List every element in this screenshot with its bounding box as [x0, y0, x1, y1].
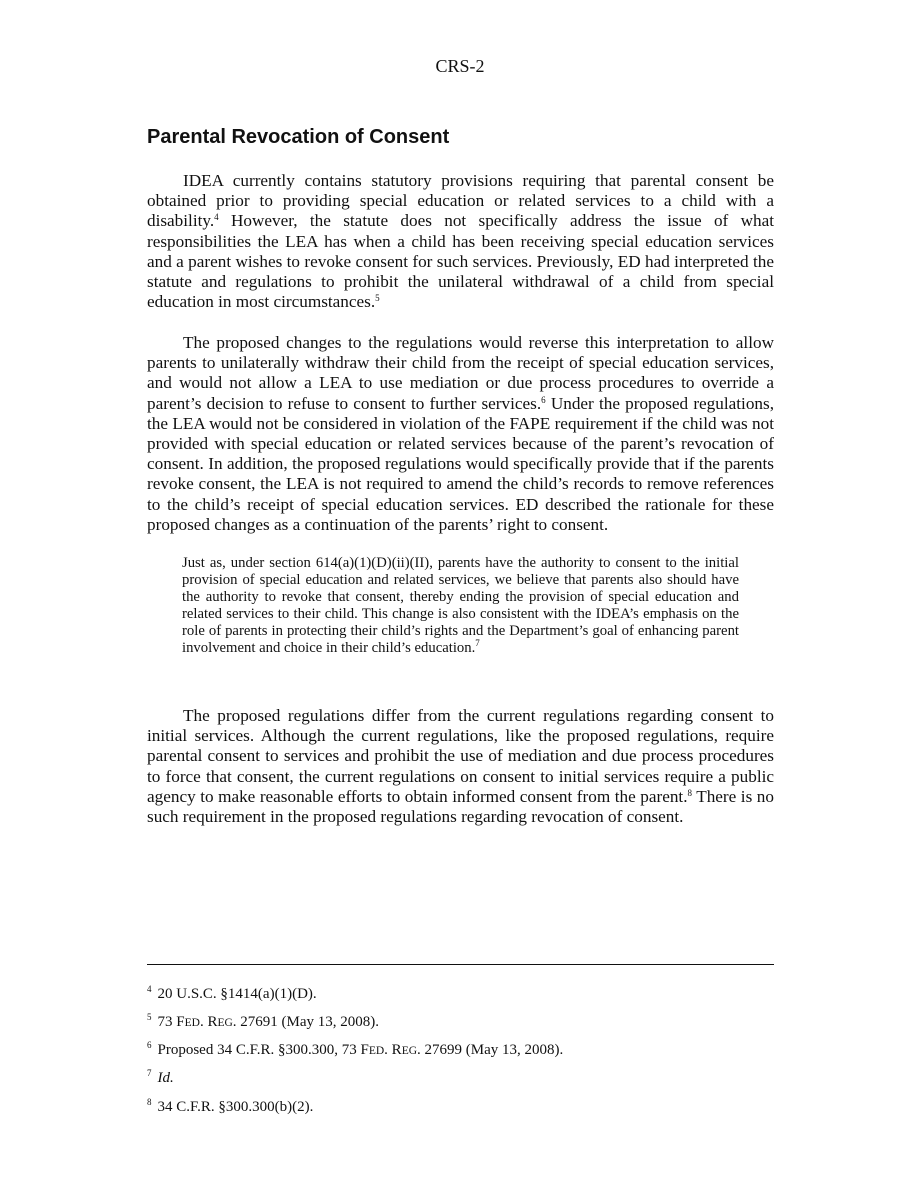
page-number-header: CRS-2: [435, 56, 485, 76]
section-heading: Parental Revocation of Consent: [147, 126, 450, 148]
paragraph-1-text-a: IDEA currently contains statutory provisions requiring that parental consent be obtained prior to providing special education or related services to a child with a disability.: [147, 171, 774, 231]
paragraph-3-text-b: There is no such requirement in the proposed regulations regarding revocation of consent.: [147, 786, 774, 827]
footnote-text: . R: [199, 1014, 218, 1030]
footnote-text: 34 C.F.R. §300.300(b)(2).: [157, 1099, 314, 1115]
footnote-smallcaps: ED: [368, 1045, 385, 1057]
footnote-text: . 27699 (May 13, 2008).: [417, 1042, 564, 1058]
footnote-7: [147, 1069, 174, 1087]
paragraph-3: [147, 706, 774, 827]
footnote-number: 8: [147, 1097, 152, 1107]
footnote-4: [147, 985, 317, 1003]
footnote-6: [147, 1041, 563, 1060]
paragraph-3-text-a: The proposed regulations differ from the current regulations regarding consent to initial services. Although the current regulations, like the proposed regulations, require parental consent to services and prohibit the use of mediation and due process procedures to force that consent, the current regulations on consent to initial services require a public agency to make reasonable efforts to obtain informed consent from the parent.: [147, 706, 774, 806]
footnote-text: Id.: [157, 1070, 174, 1086]
footnote-5: [147, 1013, 379, 1032]
footnote-ref-8[interactable]: 8: [687, 787, 692, 798]
footnote-text: Proposed 34 C.F.R. §300.300, 73 F: [157, 1042, 369, 1058]
block-quote-text: Just as, under section 614(a)(1)(D)(ii)(II), parents have the authority to consent to the initial provision of special education and related services, we believe that parents also should have the authority to revoke that consent, thereby ending the provision of special education and related services to their child. This change is also consistent with the IDEA’s emphasis on the role of parents in protecting their child’s rights and the Department’s goal of enhancing parent involvement and choice in their child’s education.: [182, 555, 739, 657]
paragraph-2-text-a: The proposed changes to the regulations would reverse this interpretation to allow parents to unilaterally withdraw their child from the receipt of special education services, and would not allow a LEA to use mediation or due process procedures to override a parent’s decision to refuse to consent to further services.: [147, 333, 774, 413]
footnote-ref-6[interactable]: 6: [541, 394, 546, 405]
paragraph-2-text-b: Under the proposed regulations, the LEA would not be considered in violation of the FAPE requirement if the child was not provided with special education or related services because of the parent’s revocation of consent. In addition, the proposed regulations would specifically provide that if the parents revoke consent, the LEA is not required to amend the child’s records to remove references to the child’s receipt of special education services. ED described the rationale for these proposed changes as a continuation of the parents’ right to consent.: [147, 393, 774, 534]
footnote-number: 7: [147, 1068, 152, 1078]
footnote-ref-4[interactable]: 4: [214, 212, 219, 223]
footnote-ref-7[interactable]: 7: [475, 638, 480, 649]
footnote-divider: [147, 964, 774, 965]
footnote-number: 5: [147, 1012, 152, 1022]
footnote-smallcaps: EG: [217, 1017, 233, 1029]
footnote-text: 73 F: [157, 1014, 185, 1030]
paragraph-2: [147, 333, 774, 535]
block-quote: [182, 555, 739, 658]
paragraph-1: [147, 171, 774, 312]
footnote-smallcaps: ED: [184, 1017, 200, 1029]
footnote-text: 20 U.S.C. §1414(a)(1)(D).: [157, 986, 317, 1002]
footnote-smallcaps: EG: [401, 1045, 418, 1057]
footnote-8: [147, 1098, 313, 1116]
footnote-number: 6: [147, 1040, 152, 1050]
footnote-number: 4: [147, 984, 152, 994]
footnote-text: . R: [384, 1042, 402, 1058]
footnote-ref-5[interactable]: 5: [375, 293, 380, 304]
footnote-text: . 27691 (May 13, 2008).: [232, 1014, 380, 1030]
paragraph-1-text-b: However, the statute does not specifically address the issue of what responsibilities the LEA has when a child has been receiving special education services and a parent wishes to revoke consent for such services. Previously, ED had interpreted the statute and regulations to prohibit the unilateral withdrawal of a child from special education in most circumstances.: [147, 211, 774, 312]
